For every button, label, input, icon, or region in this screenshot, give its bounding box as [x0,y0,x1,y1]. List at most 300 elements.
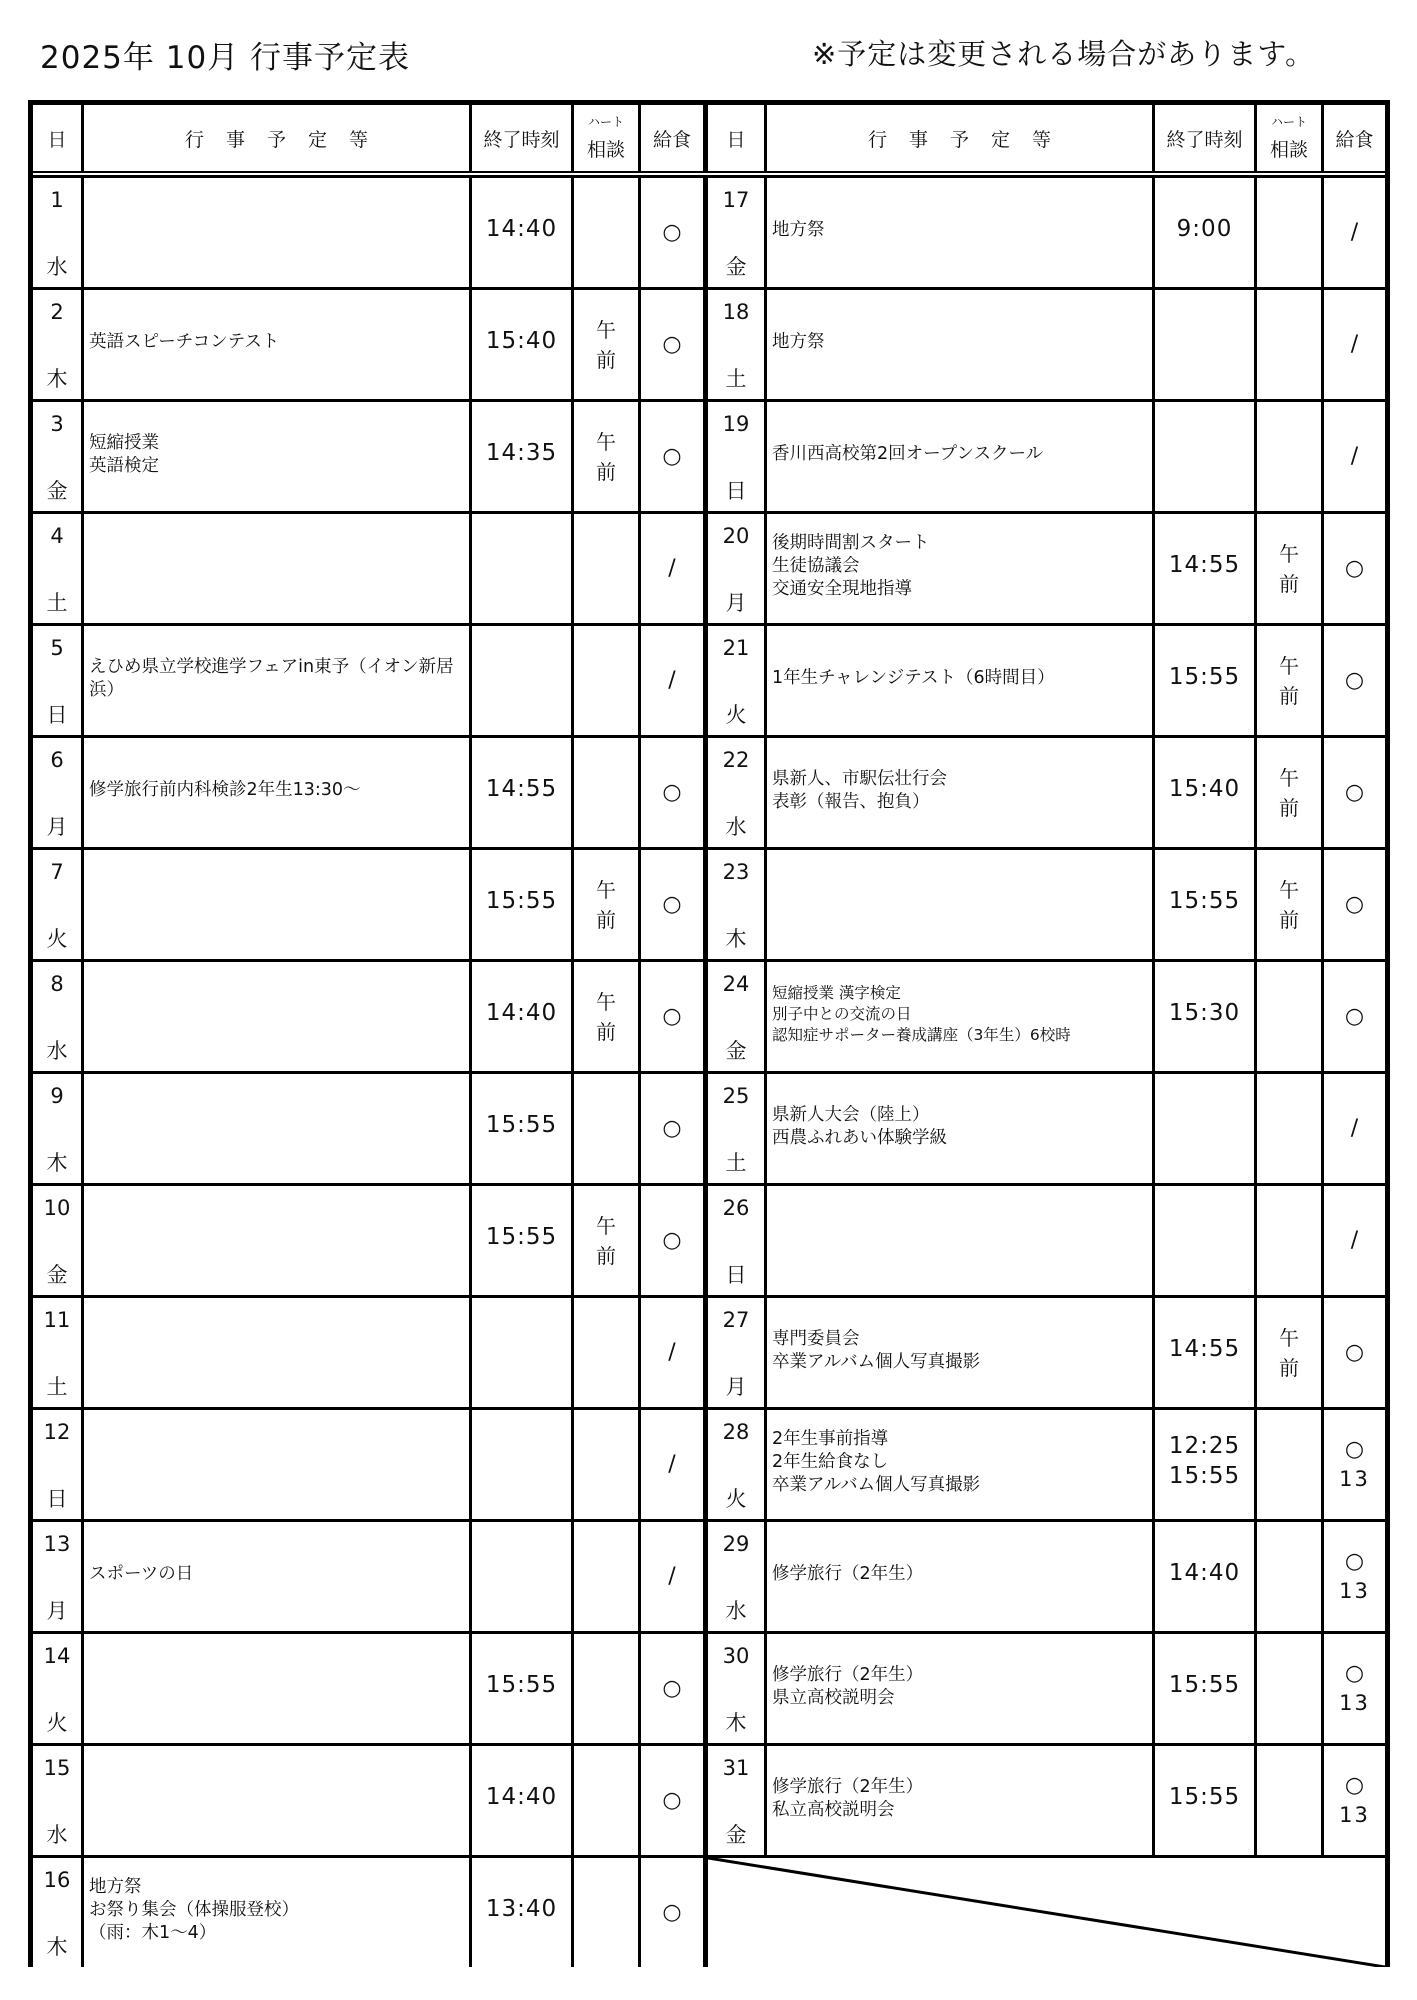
event-line: 英語検定 [89,455,159,476]
day-number: 15 [43,1756,71,1780]
heart-consult-value: 午前 [1279,877,1299,932]
day-cell [33,850,81,959]
weekday: 木 [46,367,68,391]
weekday: 木 [46,1935,68,1959]
meal-yes-mark: ○ [1344,1437,1365,1463]
day-number: 8 [50,972,64,996]
events-cell [767,1186,1152,1295]
weekday: 月 [46,815,68,839]
header-day: 日 [33,105,81,171]
event-line: 1年生チャレンジテスト（6時間目） [772,668,1055,689]
day-number: 14 [43,1644,71,1668]
heart-consult-cell [574,514,638,623]
header-day: 日 [708,105,764,171]
day-cell [33,1410,81,1519]
weekday: 月 [46,1599,68,1623]
weekday: 水 [46,1823,68,1847]
events-cell [84,962,469,1071]
meal-none-mark: / [668,1563,676,1589]
meal-yes-mark: ○ [1344,1339,1365,1365]
meal-yes-mark: ○ [1344,891,1365,917]
end-time-cell [472,626,571,735]
event-line: 認知症サポーター養成講座（3年生）6校時 [772,1025,1071,1044]
end-time: 14:40 [1168,1559,1241,1586]
meal-note: 13 [1339,1803,1370,1828]
heart-consult-cell [574,1410,638,1519]
end-time-cell [1155,178,1254,287]
meal-cell [641,626,703,735]
event-line: 2年生事前指導 [772,1429,889,1450]
meal-cell [641,738,703,847]
events-cell [767,290,1152,399]
header-heart [1257,105,1321,171]
header-heart-bottom: 相談 [586,138,625,161]
heart-consult-cell [1257,1186,1321,1295]
end-time-cell [472,1634,571,1743]
meal-cell [1324,626,1385,735]
day-number: 2 [50,300,64,324]
meal-yes-mark: ○ [1344,667,1365,693]
page-title: 2025年 10月 行事予定表 [40,40,411,76]
end-time-cell [1155,738,1254,847]
end-time: 15:55 [485,887,558,914]
heart-consult-cell [1257,290,1321,399]
meal-cell [641,178,703,287]
heart-consult-value: 午前 [1279,653,1299,708]
meal-cell [641,514,703,623]
events-cell [767,514,1152,623]
weekday: 日 [725,1263,747,1287]
heart-consult-cell [1257,1634,1321,1743]
events-cell [84,1074,469,1183]
day-number: 6 [50,748,64,772]
day-cell [33,962,81,1071]
heart-consult-value: 午前 [1279,765,1299,820]
meal-cell [1324,1634,1385,1743]
heart-consult-value: 午前 [596,1213,616,1268]
end-time-cell [1155,1634,1254,1743]
day-number: 29 [722,1532,750,1556]
weekday: 木 [725,927,747,951]
heart-consult-cell [1257,1746,1321,1855]
events-cell [84,1634,469,1743]
events-cell [767,1410,1152,1519]
events-cell [84,1410,469,1519]
table-header [33,105,1385,171]
heart-consult-cell [1257,178,1321,287]
events-cell [84,290,469,399]
end-time: 15:30 [1168,999,1241,1026]
day-number: 20 [722,524,750,548]
event-line: 別子中との交流の日 [772,1005,912,1024]
events-cell [84,1522,469,1631]
end-time: 14:40 [485,215,558,242]
header-end-time: 終了時刻 [472,105,571,171]
header-heart [574,105,638,171]
meal-yes-mark: ○ [662,1899,682,1925]
day-number: 19 [722,412,750,436]
end-time: 15:55 [1168,1783,1241,1810]
heart-consult-cell [574,178,638,287]
heart-consult-value: 午前 [596,429,616,484]
event-line: 専門委員会 [772,1328,860,1349]
meal-cell [1324,850,1385,959]
heart-consult-cell [574,738,638,847]
day-cell [33,1634,81,1743]
heart-consult-cell [1257,1522,1321,1631]
header-meal: 給食 [641,105,703,171]
heart-consult-cell [1257,1074,1321,1183]
end-time-cell [1155,962,1254,1071]
diagonal-strike-line [708,1858,1385,1967]
meal-cell [641,1858,703,1967]
weekday: 日 [725,479,747,503]
end-time-cell [472,178,571,287]
end-time-cell [472,1186,571,1295]
day-cell [33,626,81,735]
day-cell [708,962,764,1071]
change-notice: ※予定は変更される場合があります。 [812,37,1315,71]
weekday: 金 [725,1823,747,1847]
weekday: 土 [725,367,747,391]
meal-yes-mark: ○ [662,443,682,469]
event-line: 私立高校説明会 [772,1799,895,1820]
weekday: 月 [725,591,747,615]
end-time: 15:55 [485,1111,558,1138]
weekday: 日 [46,703,68,727]
weekday: 土 [725,1151,747,1175]
weekday: 火 [725,703,747,727]
end-time-cell [472,850,571,959]
day-cell [708,1410,764,1519]
header-heart-bottom: 相談 [1269,138,1308,161]
end-time-cell [472,738,571,847]
end-time: 14:55 [1168,1335,1241,1362]
meal-none-mark: / [1350,331,1359,357]
end-time-cell [1155,850,1254,959]
weekday: 火 [725,1487,747,1511]
event-line: えひめ県立学校進学フェアin東予（イオン新居浜） [89,656,454,700]
header-meal: 給食 [1324,105,1385,171]
end-time: 14:55 [1168,551,1241,578]
meal-cell [1324,1298,1385,1407]
empty-cell-crossed [708,1858,1385,1967]
day-cell [33,738,81,847]
events-cell [84,738,469,847]
table-body [33,178,1385,1967]
heart-consult-cell [574,1634,638,1743]
end-time-cell [472,290,571,399]
heart-consult-cell [1257,1298,1321,1407]
heart-consult-cell [574,1746,638,1855]
events-cell [767,1074,1152,1183]
weekday: 水 [46,1039,68,1063]
events-cell [767,626,1152,735]
heart-consult-cell [1257,1410,1321,1519]
day-cell [708,738,764,847]
weekday: 水 [725,815,747,839]
end-time: 12:25 [1168,1432,1241,1459]
end-time-cell [1155,626,1254,735]
events-cell [84,514,469,623]
meal-none-mark: / [668,1451,676,1477]
day-number: 9 [50,1084,64,1108]
day-cell [708,1634,764,1743]
event-line: 英語スピーチコンテスト [89,332,280,353]
end-time-cell [1155,1746,1254,1855]
weekday: 火 [46,927,68,951]
day-cell [33,1858,81,1967]
meal-cell [1324,738,1385,847]
event-line: 地方祭 [772,332,825,353]
day-cell [708,1522,764,1631]
end-time-cell [1155,290,1254,399]
events-cell [767,738,1152,847]
weekday: 金 [725,1039,747,1063]
day-number: 22 [722,748,750,772]
meal-yes-mark: ○ [662,1003,682,1029]
end-time: 15:55 [1168,887,1241,914]
day-number: 3 [50,412,64,436]
day-number: 5 [50,636,64,660]
header-heart-top: ハート [587,114,624,129]
end-time: 9:00 [1176,215,1233,242]
header-heart-top: ハート [1270,114,1307,129]
event-line: （雨：木1～4） [89,1922,217,1943]
day-number: 4 [50,524,64,548]
end-time-cell [472,1074,571,1183]
meal-yes-mark: ○ [1344,779,1365,805]
meal-cell [641,1522,703,1631]
meal-yes-mark: ○ [662,1115,682,1141]
day-number: 24 [722,972,750,996]
heart-consult-cell [574,850,638,959]
weekday: 土 [46,1375,68,1399]
meal-cell [1324,1074,1385,1183]
heart-consult-cell [574,290,638,399]
events-cell [767,402,1152,511]
day-cell [33,1746,81,1855]
end-time-cell [1155,1074,1254,1183]
end-time-cell [472,1858,571,1967]
weekday: 金 [46,479,68,503]
weekday: 火 [46,1711,68,1735]
event-line: 短縮授業 [89,432,159,453]
end-time-cell [1155,514,1254,623]
events-cell [84,1746,469,1855]
event-line: 香川西高校第2回オープンスクール [772,444,1044,465]
end-time: 15:55 [1168,663,1241,690]
day-cell [33,402,81,511]
events-cell [84,1298,469,1407]
heart-consult-cell [574,1522,638,1631]
day-cell [33,1074,81,1183]
meal-cell [1324,1410,1385,1519]
end-time-cell [472,962,571,1071]
event-line: 修学旅行（2年生） [772,1564,924,1585]
meal-yes-mark: ○ [1344,555,1365,581]
meal-cell [641,1074,703,1183]
day-cell [708,514,764,623]
header-end-time: 終了時刻 [1155,105,1254,171]
meal-cell [641,1746,703,1855]
heart-consult-value: 午前 [596,317,616,372]
end-time-cell [1155,1186,1254,1295]
end-time-cell [472,1522,571,1631]
meal-yes-mark: ○ [1344,1003,1365,1029]
meal-note: 13 [1339,1467,1370,1492]
end-time-cell [472,514,571,623]
heart-consult-cell [1257,850,1321,959]
day-number: 30 [722,1644,750,1668]
event-line: 修学旅行（2年生） [772,1776,924,1797]
events-cell [84,402,469,511]
meal-yes-mark: ○ [662,1787,682,1813]
day-number: 12 [43,1420,71,1444]
weekday: 日 [46,1487,68,1511]
weekday: 金 [46,1263,68,1287]
events-cell [767,850,1152,959]
day-cell [708,850,764,959]
events-cell [767,178,1152,287]
day-number: 18 [722,300,750,324]
day-number: 11 [43,1308,71,1332]
meal-cell [1324,1746,1385,1855]
event-line: 西農ふれあい体験学級 [772,1127,947,1148]
day-cell [708,626,764,735]
event-line: 交通安全現地指導 [772,578,912,599]
end-time: 15:40 [1168,775,1241,802]
day-number: 25 [722,1084,750,1108]
end-time: 15:55 [1168,1462,1241,1489]
day-cell [708,1186,764,1295]
heart-consult-cell [1257,626,1321,735]
day-number: 31 [722,1756,750,1780]
event-line: 表彰（報告、抱負） [772,791,930,812]
day-number: 7 [50,860,64,884]
day-number: 26 [722,1196,750,1220]
event-line: 後期時間割スタート [772,533,930,554]
weekday: 水 [46,255,68,279]
meal-cell [641,1634,703,1743]
weekday: 金 [725,255,747,279]
meal-cell [641,290,703,399]
day-cell [708,1746,764,1855]
events-cell [84,1858,469,1967]
meal-yes-mark: ○ [662,1227,682,1253]
meal-none-mark: / [668,555,676,581]
meal-cell [1324,1186,1385,1295]
event-line: 卒業アルバム個人写真撮影 [772,1351,981,1372]
events-cell [767,1298,1152,1407]
events-cell [84,850,469,959]
heart-consult-cell [1257,962,1321,1071]
meal-cell [1324,178,1385,287]
weekday: 木 [725,1711,747,1735]
events-cell [84,1186,469,1295]
weekday: 水 [725,1599,747,1623]
events-cell [84,178,469,287]
day-cell [33,178,81,287]
end-time: 14:35 [485,439,558,466]
day-number: 21 [722,636,750,660]
day-cell [708,402,764,511]
heart-consult-cell [574,1858,638,1967]
event-line: 地方祭 [89,1877,142,1898]
day-number: 10 [43,1196,71,1220]
heart-consult-value: 午前 [596,877,616,932]
day-number: 23 [722,860,750,884]
meal-yes-mark: ○ [662,331,682,357]
meal-none-mark: / [1350,1227,1359,1253]
event-line: 地方祭 [772,220,825,241]
end-time: 15:40 [485,327,558,354]
event-line: 2年生給食なし [772,1452,889,1473]
meal-yes-mark: ○ [662,1675,682,1701]
events-cell [767,1522,1152,1631]
day-cell [33,1298,81,1407]
day-cell [33,514,81,623]
end-time: 15:55 [1168,1671,1241,1698]
day-cell [708,290,764,399]
events-cell [767,962,1152,1071]
day-number: 28 [722,1420,750,1444]
heart-consult-value: 午前 [1279,1325,1299,1380]
day-number: 16 [43,1868,71,1892]
weekday: 月 [725,1375,747,1399]
event-line: 修学旅行（2年生） [772,1664,924,1685]
day-cell [33,1522,81,1631]
meal-cell [641,962,703,1071]
meal-cell [1324,290,1385,399]
events-cell [767,1746,1152,1855]
event-line: スポーツの日 [89,1564,194,1585]
meal-yes-mark: ○ [662,779,682,805]
heart-consult-cell [574,962,638,1071]
meal-cell [1324,1522,1385,1631]
meal-cell [641,1186,703,1295]
meal-none-mark: / [1350,219,1359,245]
meal-cell [1324,962,1385,1071]
heart-consult-cell [574,402,638,511]
end-time-cell [472,1298,571,1407]
heart-consult-cell [1257,402,1321,511]
day-number: 17 [722,188,750,212]
header-events: 行事予定等 [84,105,469,171]
end-time: 13:40 [485,1895,558,1922]
header-double-rule [33,171,1385,178]
day-cell [708,1074,764,1183]
meal-cell [641,1410,703,1519]
day-cell [33,290,81,399]
end-time-cell [1155,402,1254,511]
day-cell [708,178,764,287]
event-line: 卒業アルバム個人写真撮影 [772,1474,981,1495]
end-time: 15:55 [485,1671,558,1698]
meal-none-mark: / [1350,443,1359,469]
end-time: 14:40 [485,999,558,1026]
meal-cell [641,1298,703,1407]
event-line: 修学旅行前内科検診2年生13:30～ [89,780,361,801]
event-line: 県新人、市駅伝壮行会 [772,768,947,789]
end-time-cell [1155,1522,1254,1631]
meal-none-mark: / [1350,1115,1359,1141]
header-events: 行事予定等 [767,105,1152,171]
heart-consult-value: 午前 [1279,541,1299,596]
meal-none-mark: / [668,1339,676,1365]
day-number: 27 [722,1308,750,1332]
events-cell [84,626,469,735]
